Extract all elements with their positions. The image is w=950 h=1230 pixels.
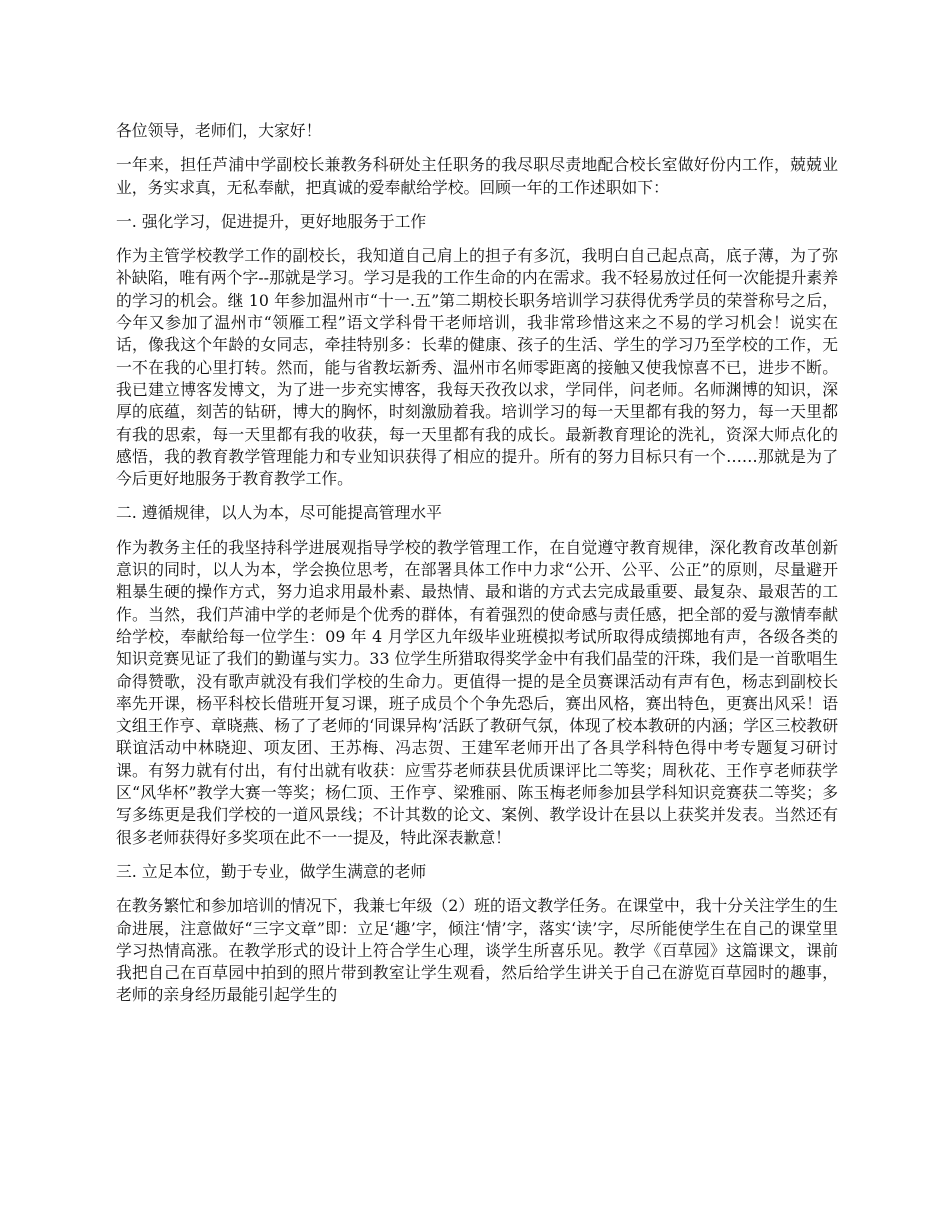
section-3-heading: 三. 立足本位，勤于专业，做学生满意的老师: [116, 861, 427, 881]
section-1-body: 作为主管学校教学工作的副校长，我知道自己肩上的担子有多沉，我明白自己起点高，底子薄，为了弥补缺陷，唯有两个字--那就是学习。学习是我的工作生命的内在需求。我不轻易放过任何一次能提升素养的学习的机会。继 10 年参加温州市“十一.五”第二期校长职务培训学习获得优秀学员的荣誉称号之后，今年又参加了温州市“领雁工程”语文学科骨干老师培训，我非常珍惜这来之不易的学习机会！说实在话，像我这个年龄的女同志，牵挂特别多：长辈的健康、孩子的生活、学生的学习乃至学校的工作，无一不在我的心里打转。然而，能与省教坛新秀、温州市名师零距离的接触又使我惊喜不已，进步不断。我已建立博客发博文，为了进一步充实博客，我每天孜孜以求，学同伴，问老师。名师渊博的知识，深厚的底蕴，刻苦的钻研，博大的胸怀，时刻激励着我。培训学习的每一天里都有我的努力，每一天里都有我的思索，每一天里都有我的收获，每一天里都有我的成长。最新教育理论的洗礼，资深大师点化的感悟，我的教育教学管理能力和专业知识获得了相应的提升。所有的努力目标只有一个……那就是为了今后更好地服务于教育教学工作。: [116, 246, 838, 489]
section-1-heading: 一. 强化学习，促进提升，更好地服务于工作: [116, 211, 427, 231]
section-3-body: 在教务繁忙和参加培训的情况下，我兼七年级（2）班的语文教学任务。在课堂中，我十分关注学生的生命进展，注意做好“三字文章”即：立足‘趣’字，倾注‘情’字，落实‘读’字，尽所能使学生在自己的课堂里学习热情高涨。在教学形式的设计上符合学生心理，谈学生所喜乐见。教学《百草园》这篇课文，课前我把自己在百草园中拍到的照片带到教室让学生观看，然后给学生讲关于自己在游览百草园时的趣事，老师的亲身经历最能引起学生的: [116, 896, 838, 1005]
intro-paragraph: 一年来，担任芦浦中学副校长兼教务科研处主任职务的我尽职尽责地配合校长室做好份内工作，兢兢业业，务实求真，无私奉献，把真诚的爱奉献给学校。回顾一年的工作述职如下：: [116, 155, 838, 197]
section-2-heading: 二. 遵循规律，以人为本，尽可能提高管理水平: [116, 503, 442, 523]
document-page: [116, 120, 838, 1019]
greeting: 各位领导，老师们，大家好！: [116, 121, 322, 140]
section-2-body: 作为教务主任的我坚持科学进展观指导学校的教学管理工作，在自觉遵守教育规律，深化教育改革创新意识的同时，以人为本，学会换位思考，在部署具体工作中力求“公开、公平、公正”的原则，尽量避开粗暴生硬的操作方式，努力追求用最朴素、最热情、最和谐的方式去完成最重要、最复杂、最艰苦的工作。当然，我们芦浦中学的老师是个优秀的群体，有着强烈的使命感与责任感，把全部的爱与激情奉献给学校，奉献给每一位学生：09 年 4 月学区九年级毕业班模拟考试所取得成绩掷地有声，各级各类的知识竞赛见证了我们的勤谨与实力。33 位学生所猎取得奖学金中有我们晶莹的汗珠，我们是一首歌唱生命得赞歌，没有歌声就没有我们学校的生命力。更值得一提的是全员赛课活动有声有色，杨志到副校长率先开课，杨平科校长借班开复习课，班子成员个个争先恐后，赛出风格，赛出特色，更赛出风采！语文组王作亨、章晓燕、杨了了老师的‘同课异构’活跃了教研气氛，体现了校本教研的内涵；学区三校教研联谊活动中林晓迎、项友团、王苏梅、冯志贺、王建军老师开出了各具学科特色得中考专题复习研讨课。有努力就有付出，有付出就有收获：应雪芬老师获县优质课评比二等奖；周秋花、王作亨老师获学区“风华杯”教学大赛一等奖；杨仁顶、王作亨、梁雅丽、陈玉梅老师参加县学科知识竞赛获二等奖；多写多练更是我们学校的一道风景线；不计其数的论文、案例、教学设计在县以上获奖并发表。当然还有很多老师获得好多奖项在此不一一提及，特此深表歉意！: [116, 537, 838, 847]
